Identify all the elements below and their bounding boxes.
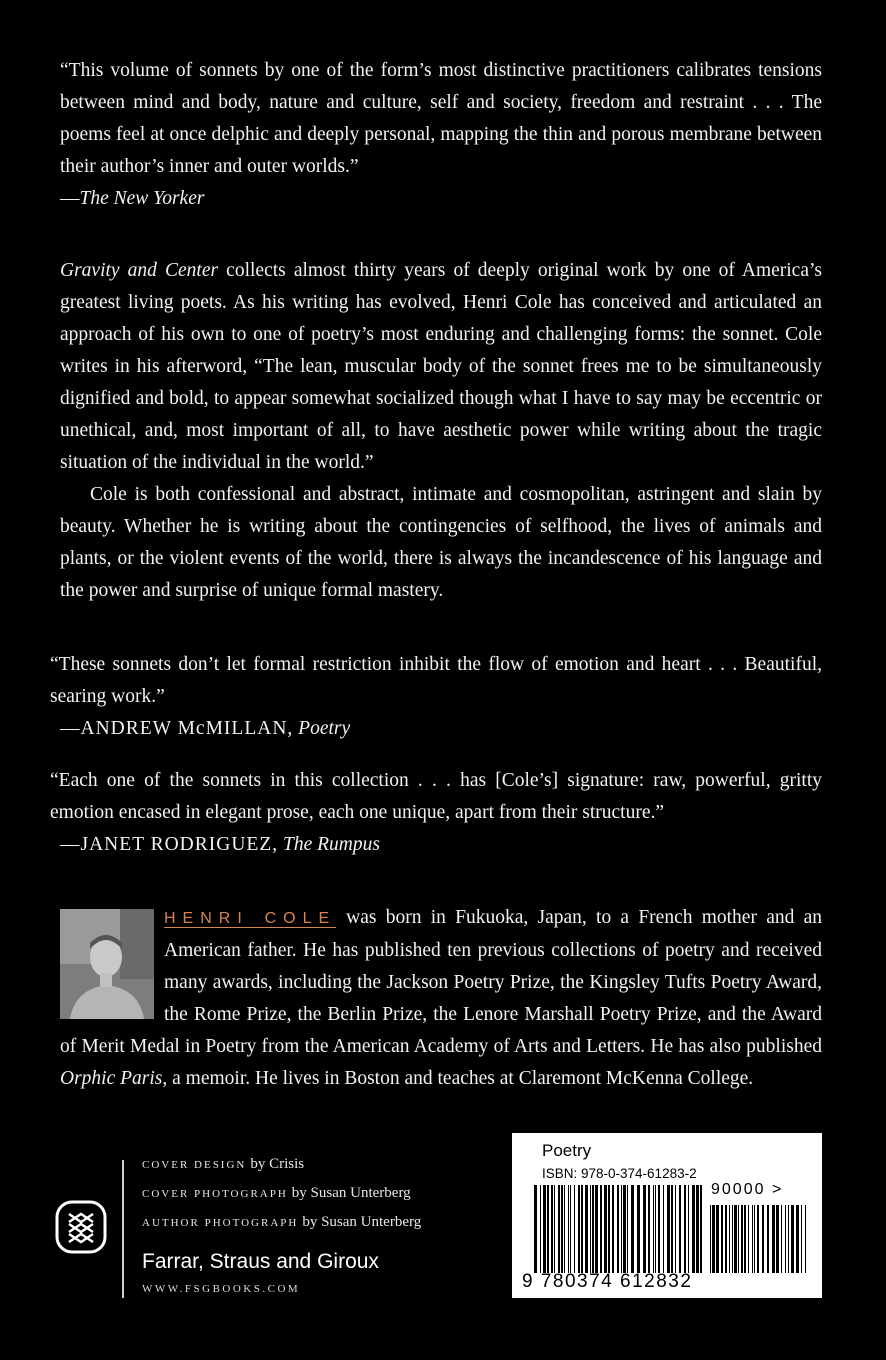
- publisher-name: Farrar, Straus and Giroux: [142, 1250, 379, 1273]
- barcode-bar: [675, 1185, 676, 1273]
- credits: [142, 1150, 421, 1237]
- barcode-bar: [581, 1185, 583, 1273]
- quote-new-yorker: [60, 55, 822, 215]
- barcode-bar: [671, 1185, 673, 1273]
- barcode-bar: [554, 1185, 555, 1273]
- barcode-bar: [781, 1205, 782, 1273]
- fsg-logo-icon: [55, 1200, 107, 1259]
- quote-text: “This volume of sonnets by one of the form’s most distinctive practitioners calibrates tensions between mind and body, nature and culture, self and society, freedom and restraint . . . The poems feel at once delphic and deeply personal, mapping the thin and porous membrane between their author’s inner and outer worlds.”: [60, 60, 822, 177]
- barcode-bar: [617, 1185, 619, 1273]
- barcode-bar: [600, 1185, 602, 1273]
- memoir-title: Orphic Paris: [60, 1068, 163, 1089]
- barcode-bar: [710, 1205, 711, 1273]
- barcode-bar: [684, 1185, 686, 1273]
- barcode-bar: [621, 1185, 622, 1273]
- barcode-bar: [700, 1185, 702, 1273]
- book-title: Gravity and Center: [60, 260, 219, 281]
- barcode-bar: [712, 1205, 715, 1273]
- barcode-bar: [791, 1205, 794, 1273]
- credit-cover-photo: COVER PHOTOGRAPH by Susan Unterberg: [142, 1185, 411, 1201]
- barcode-bar: [772, 1205, 775, 1273]
- barcode-panel: [512, 1133, 822, 1298]
- barcode-bar: [564, 1185, 565, 1273]
- description-paragraph-2: Cole is both confessional and abstract, intimate and cosmopolitan, astringent and slain by beauty. Whether he is writing about the contingencies of selfhood, the lives of animals and plants, or the violent events of the world, there is always the incandescence of his language and the power and surprise of unique formal mastery.: [60, 484, 822, 601]
- barcode-bar: [796, 1205, 799, 1273]
- barcode-bar: [578, 1185, 580, 1273]
- quote-text: “Each one of the sonnets in this collection . . . has [Cole’s] signature: raw, powerful, gritty emotion encased in elegant prose, each one unique, apart from their structure.”: [50, 770, 822, 823]
- barcode-bar: [732, 1205, 733, 1273]
- author-name: HENRI COLE: [164, 910, 337, 927]
- barcode-bar: [788, 1205, 789, 1273]
- barcode-bar: [585, 1185, 588, 1273]
- barcode-bar: [570, 1185, 571, 1273]
- barcode-category: Poetry: [542, 1141, 592, 1160]
- credit-cover-design: COVER DESIGN by Crisis: [142, 1156, 305, 1172]
- barcode-bar: [655, 1185, 656, 1273]
- barcode-bar: [734, 1205, 737, 1273]
- publisher-website: WWW.FSGBOOKS.COM: [142, 1283, 301, 1295]
- barcode-bar: [590, 1185, 591, 1273]
- barcode-bar: [716, 1205, 719, 1273]
- barcode-bar: [653, 1185, 654, 1273]
- barcode-bar: [648, 1185, 650, 1273]
- barcode-bar: [637, 1185, 640, 1273]
- author-bio: HENRI COLE was born in Fukuoka, Japan, to a French mother and an American father. He has published ten previous collections of poetry and received many awards, including the Jackson Poetry Prize, the Kingsley Tufts Poetry Award, the Rome Prize, the Berlin Prize, the Lenore Marshall Poetry Prize, and the Award of Merit Medal in Poetry from the American Academy of Arts and Letters. He has also published Orphic Paris, a memoir. He lives in Boston and teaches at Claremont McKenna College.: [60, 907, 823, 1089]
- barcode-bar: [688, 1185, 689, 1273]
- barcode-bar: [612, 1185, 614, 1273]
- description-paragraph-1: Gravity and Center collects almost thirty years of deeply original work by one of America’s greatest living poets. As his writing has evolved, Henri Cole has conceived and articulated an approach of his own to one of poetry’s most enduring and challenging forms: the sonnet. Cole writes in his afterword, “The lean, muscular body of the sonnet frees me to be simultaneously dignified and bold, to appear somewhat socialized though what I have to say may be eccentric or unethical, and, most important of all, to have aesthetic power while writing about the tragic situation of the individual in the world.”: [60, 260, 822, 473]
- barcode-bar: [558, 1185, 560, 1273]
- barcode-bar: [561, 1185, 563, 1273]
- barcode-bar: [754, 1205, 755, 1273]
- quote-poetry: [50, 649, 822, 745]
- barcode-bar: [744, 1205, 746, 1273]
- quote-attribution: —JANET RODRIGUEZ, The Rumpus: [60, 834, 380, 855]
- credit-author-photo: AUTHOR PHOTOGRAPH by Susan Unterberg: [142, 1214, 422, 1230]
- barcode-bar: [574, 1185, 575, 1273]
- barcode-bar: [627, 1185, 628, 1273]
- barcode-bar: [725, 1205, 727, 1273]
- barcode-bar: [547, 1185, 549, 1273]
- quote-attribution: —The New Yorker: [60, 188, 205, 209]
- quote-source: The Rumpus: [283, 834, 380, 855]
- barcode-bar: [748, 1205, 749, 1273]
- barcode-bar: [692, 1185, 695, 1273]
- barcode-bar: [551, 1185, 553, 1273]
- barcode-bar: [757, 1205, 759, 1273]
- barcode-bar: [604, 1185, 607, 1273]
- barcode-bar: [752, 1205, 753, 1273]
- barcode-bar: [540, 1185, 541, 1273]
- quote-rumpus: [50, 765, 822, 861]
- divider-line: [122, 1160, 124, 1298]
- barcode-bar: [667, 1185, 670, 1273]
- quote-text: “These sonnets don’t let formal restriction inhibit the flow of emotion and heart . . . Beautiful, searing work.”: [50, 654, 822, 707]
- barcode-bar: [595, 1185, 598, 1273]
- barcode-bar: [631, 1185, 634, 1273]
- barcode-bar: [663, 1185, 664, 1273]
- barcode-addon-bars: [710, 1205, 808, 1273]
- barcode-bar: [696, 1185, 699, 1273]
- barcode-number: 9 780374 612832: [522, 1271, 693, 1292]
- barcode-bar: [738, 1205, 739, 1273]
- barcode-bar: [801, 1205, 802, 1273]
- barcode-price-code: 90000 >: [711, 1181, 784, 1198]
- barcode-bar: [608, 1185, 610, 1273]
- barcode-bar: [785, 1205, 786, 1273]
- barcode-bar: [729, 1205, 730, 1273]
- quote-attribution: —ANDREW McMILLAN, Poetry: [60, 718, 351, 739]
- barcode-main-bars: [534, 1185, 704, 1273]
- barcode-bar: [805, 1205, 806, 1273]
- quote-source: The New Yorker: [79, 188, 205, 209]
- barcode-bar: [658, 1185, 660, 1273]
- barcode-bar: [543, 1185, 546, 1273]
- barcode-bar: [721, 1205, 723, 1273]
- barcode-bar: [741, 1205, 743, 1273]
- barcode-bar: [568, 1185, 569, 1273]
- barcode-bar: [776, 1205, 779, 1273]
- barcode-bar: [534, 1185, 537, 1273]
- barcode-bar: [623, 1185, 626, 1273]
- barcode-bar: [762, 1205, 764, 1273]
- barcode-bar: [767, 1205, 769, 1273]
- barcode-bar: [643, 1185, 646, 1273]
- barcode-bar: [679, 1185, 681, 1273]
- quote-source: Poetry: [298, 718, 351, 739]
- barcode-bar: [592, 1185, 594, 1273]
- barcode-isbn: ISBN: 978-0-374-61283-2: [542, 1166, 697, 1181]
